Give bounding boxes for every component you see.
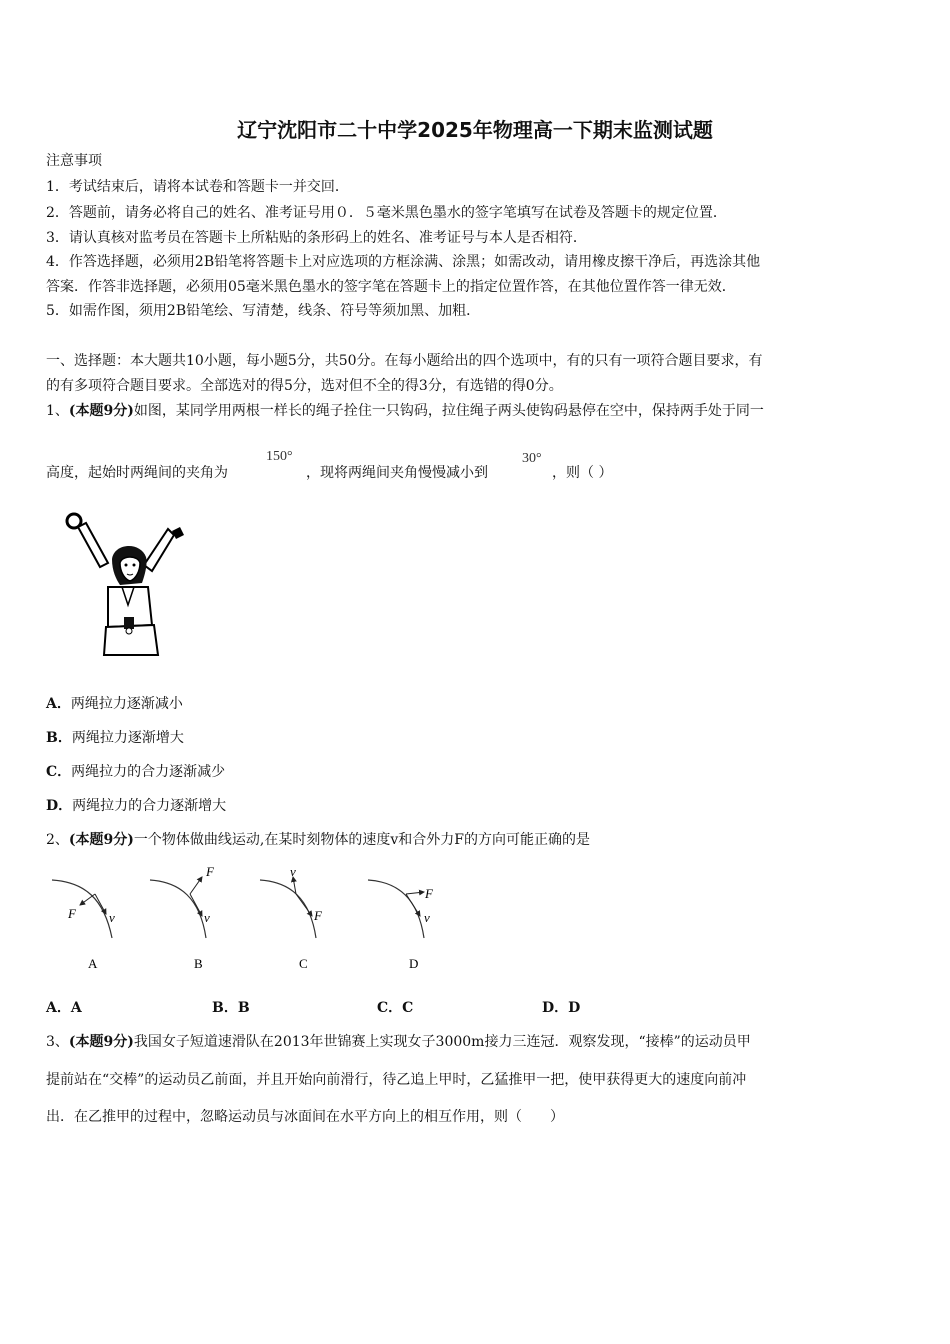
question-3-line1: 3、(本题9分)我国女子短道速滑队在2013年世锦赛上实现女子3000m接力三连冠．观察发现，“接棒”的运动员甲 [46, 1034, 751, 1050]
figure-a-f-label: F [68, 906, 76, 921]
notice-item: 1．考试结束后，请将本试卷和答题卡一并交回． [46, 179, 349, 195]
figure-b-label: B [194, 956, 203, 971]
figure-b-f-label: F [206, 864, 214, 879]
question-1-line2-a: 高度，起始时两绳间的夹角为 [46, 465, 228, 481]
figure-a-force-arrow [80, 894, 95, 905]
figure-b [150, 864, 215, 971]
question-tag: (本题9分) [68, 832, 134, 848]
question-1-line1: 1、(本题9分)如图，某同学用两根一样长的绳子拴住一只钩码，拉住绳子两头使钩码悬停在空中，保持两手处于同一 [46, 403, 764, 419]
figure-d-v-label: v [424, 910, 430, 925]
angle-150-label: 150° [266, 449, 293, 464]
figure-c-force-arrow [296, 894, 312, 916]
figure-d [368, 880, 434, 971]
q2-option-c: C．C [377, 1000, 414, 1016]
figure-c-curve [260, 880, 316, 938]
section-intro-line: 的有多项符合题目要求。全部选对的得5分，选对但不全的得3分，有选错的得0分。 [46, 378, 563, 394]
question-3-line2: 提前站在“交棒”的运动员乙前面，并且开始向前滑行，待乙追上甲时，乙猛推甲一把，使甲获得更大的速度向前冲 [46, 1072, 747, 1088]
notice-item: 2．答题前，请务必将自己的姓名、准考证号用０．５毫米黑色墨水的签字笔填写在试卷及答题卡的规定位置． [46, 205, 727, 221]
figure-d-label: D [409, 956, 419, 971]
figure-a-v-label: v [109, 910, 115, 925]
question-2-text: 2、(本题9分)一个物体做曲线运动,在某时刻物体的速度v和合外力F的方向可能正确的是 [46, 832, 590, 848]
figure-b-curve [150, 880, 206, 938]
figure-c-v-label: v [290, 864, 296, 879]
question-number: 3、 [46, 1034, 69, 1050]
curve-motion-figures [40, 862, 460, 977]
figure-c-f-label: F [314, 908, 322, 923]
figure-a-velocity-arrow [95, 894, 106, 914]
q2-option-a: A．A [46, 1000, 82, 1016]
figure-b-v-label: v [204, 910, 210, 925]
question-tag: (本题9分) [68, 1034, 134, 1050]
girl-holding-ropes-figure [60, 505, 190, 660]
notice-item: 答案．作答非选择题，必须用05毫米黑色墨水的签字笔在答题卡上的指定位置作答，在其他位置作答一律无效． [46, 279, 736, 295]
question-number: 1、 [46, 403, 69, 419]
notice-item: 3．请认真核对监考员在答题卡上所粘贴的条形码上的姓名、准考证号与本人是否相符． [46, 230, 587, 246]
q2-option-b: B．B [212, 1000, 250, 1016]
question-1-line2-b: ，现将两绳间夹角慢慢减小到 [306, 465, 488, 481]
figure-a [52, 880, 115, 971]
figure-d-force-arrow [406, 892, 424, 894]
question-number: 2、 [46, 832, 69, 848]
q1-option-a: A．两绳拉力逐渐减小 [46, 696, 183, 712]
question-tag: (本题9分) [68, 403, 134, 419]
notice-heading: 注意事项 [46, 153, 102, 169]
q1-option-d: D．两绳拉力的合力逐渐增大 [46, 798, 227, 814]
q2-option-d: D．D [542, 1000, 581, 1016]
notice-item: 5．如需作图，须用2B铅笔绘、写清楚，线条、符号等须加黑、加粗． [46, 303, 481, 319]
figure-c-label: C [299, 956, 308, 971]
question-3-line3: 出．在乙推甲的过程中，忽略运动员与冰面间在水平方向上的相互作用，则（ ） [46, 1109, 564, 1125]
figure-b-force-arrow [190, 877, 202, 894]
figure-a-label: A [88, 956, 98, 971]
q1-option-b: B．两绳拉力逐渐增大 [46, 730, 184, 746]
angle-30-label: 30° [522, 451, 542, 466]
notice-item: 4．作答选择题，必须用2B铅笔将答题卡上对应选项的方框涂满、涂黑；如需改动，请用橡皮擦干净后，再选涂其他 [46, 254, 761, 270]
section-intro-line: 一、选择题：本大题共10小题，每小题5分，共50分。在每小题给出的四个选项中，有的只有一项符合题目要求，有 [46, 353, 763, 369]
q1-option-c: C．两绳拉力的合力逐渐减少 [46, 764, 226, 780]
figure-b-velocity-arrow [190, 894, 202, 916]
figure-d-f-label: F [425, 886, 433, 901]
page-title: 辽宁沈阳市二十中学2025年物理高一下期末监测试题 [237, 118, 713, 142]
figure-c [260, 864, 323, 971]
figure-d-velocity-arrow [406, 894, 420, 916]
question-1-line2-c: ，则（ ） [552, 465, 613, 481]
